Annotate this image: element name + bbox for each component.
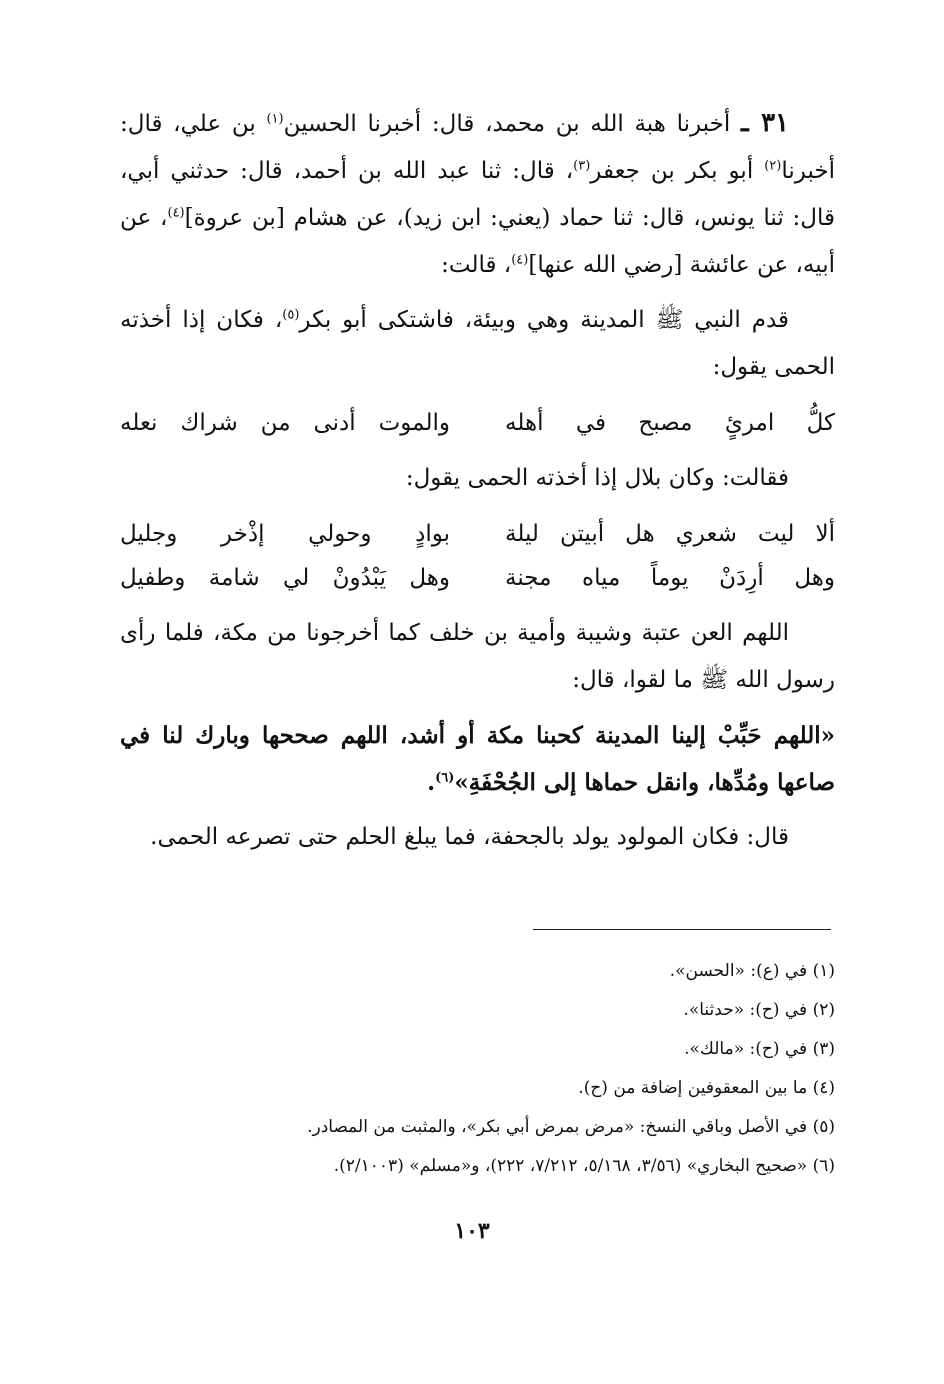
isnad-part: أبو بكر بن جعفر [590,158,765,184]
isnad-part: ، عن أبيه، عن عائشة [رضي الله عنها] [120,205,835,278]
verse-line [120,512,835,556]
footnote-ref: (٤) [511,252,529,268]
footnote: (٢) في (ح): «حدثنا». [683,1000,835,1020]
hadith-isnad [120,100,835,289]
footnote-ref: (٦) [435,770,455,786]
footnote-ref: (١) [266,111,284,127]
footnote-ref: (٢) [764,158,782,174]
verse-hemistich-left: والموت أدنى من شراك نعله [120,410,450,436]
verse-hemistich-right: ألا ليت شعري هل أبيتن ليلة [505,521,835,547]
hadith-number: ٣١ ـ [740,108,789,138]
narration-paragraph: قال: فكان المولود يولد بالجحفة، فما يبلغ الحلم حتى تصرعه الحمى. [150,824,789,850]
footnotes [110,952,835,1186]
footnote: (٤) ما بين المعقوفين إضافة من (ح). [578,1078,835,1098]
page-number: ١٠٣ [454,1218,490,1244]
footnote: (٥) في الأصل وباقي النسخ: «مرض بمرض أبي بكر»، والمثبت من المصادر. [307,1117,835,1137]
footnote: (١) في (ع): «الحسن». [669,961,835,981]
narration-paragraph: قدم النبي ﷺ المدينة وهي وبيئة، فاشتكى أبو بكر$^{(٥)}$، فكان إذا أخذته الحمى يقول: [120,307,835,380]
footnote-divider [533,929,831,930]
footnote-ref: (٤) [167,205,185,221]
isnad-part: بن علي، قال: أخبرنا [120,111,836,184]
verse-abu-bakr [120,401,835,445]
verse-bilal [120,512,835,600]
footnote-ref: (٣) [573,158,591,174]
footnote-ref: (٥) [282,307,300,323]
narration-paragraph: فقالت: وكان بلال إذا أخذته الحمى يقول: [405,465,789,491]
isnad-part: ، قال: ثنا عبد الله بن أحمد، قال: حدثني أبي، قال: ثنا يونس، قال: ثنا حماد (يعني: ابن زيد)، عن هشام [بن عروة] [120,158,836,231]
prophetic-supplication: «اللهم حَبِّبْ إلينا المدينة كحبنا مكة أو أشد، اللهم صححها وبارك لنا في صاعها ومُدِّها، وانقل حماها إلى الجُحْفَةِ»$^{(٦)}$. [120,722,835,796]
verse-hemistich-left: وهل يَبْدُونْ لي شامة وطفيل [120,565,450,591]
footnote: (٦) «صحيح البخاري» (٣/٥٦، ٥/١٦٨، ٧/٢١٢، ٢٢٢)، و«مسلم» (٢/١٠٠٣). [333,1156,835,1176]
isnad-part: ، قالت: [441,252,512,278]
narration-paragraph: اللهم العن عتبة وشيبة وأمية بن خلف كما أخرجونا من مكة، فلما رأى رسول الله ﷺ ما لقوا، قال: [120,620,835,693]
verse-line [120,556,835,600]
main-text [120,100,835,861]
verse-line [120,401,835,445]
verse-hemistich-right: كلُّ امرئٍ مصبح في أهله [505,410,835,436]
footnote: (٣) في (ح): «مالك». [684,1039,835,1059]
verse-hemistich-right: وهل أرِدَنْ يوماً مياه مجنة [505,565,835,591]
isnad-part: أخبرنا هبة الله بن محمد، قال: أخبرنا الحسين [283,111,741,137]
verse-hemistich-left: بوادٍ وحولي إذْخر وجليل [120,521,450,547]
